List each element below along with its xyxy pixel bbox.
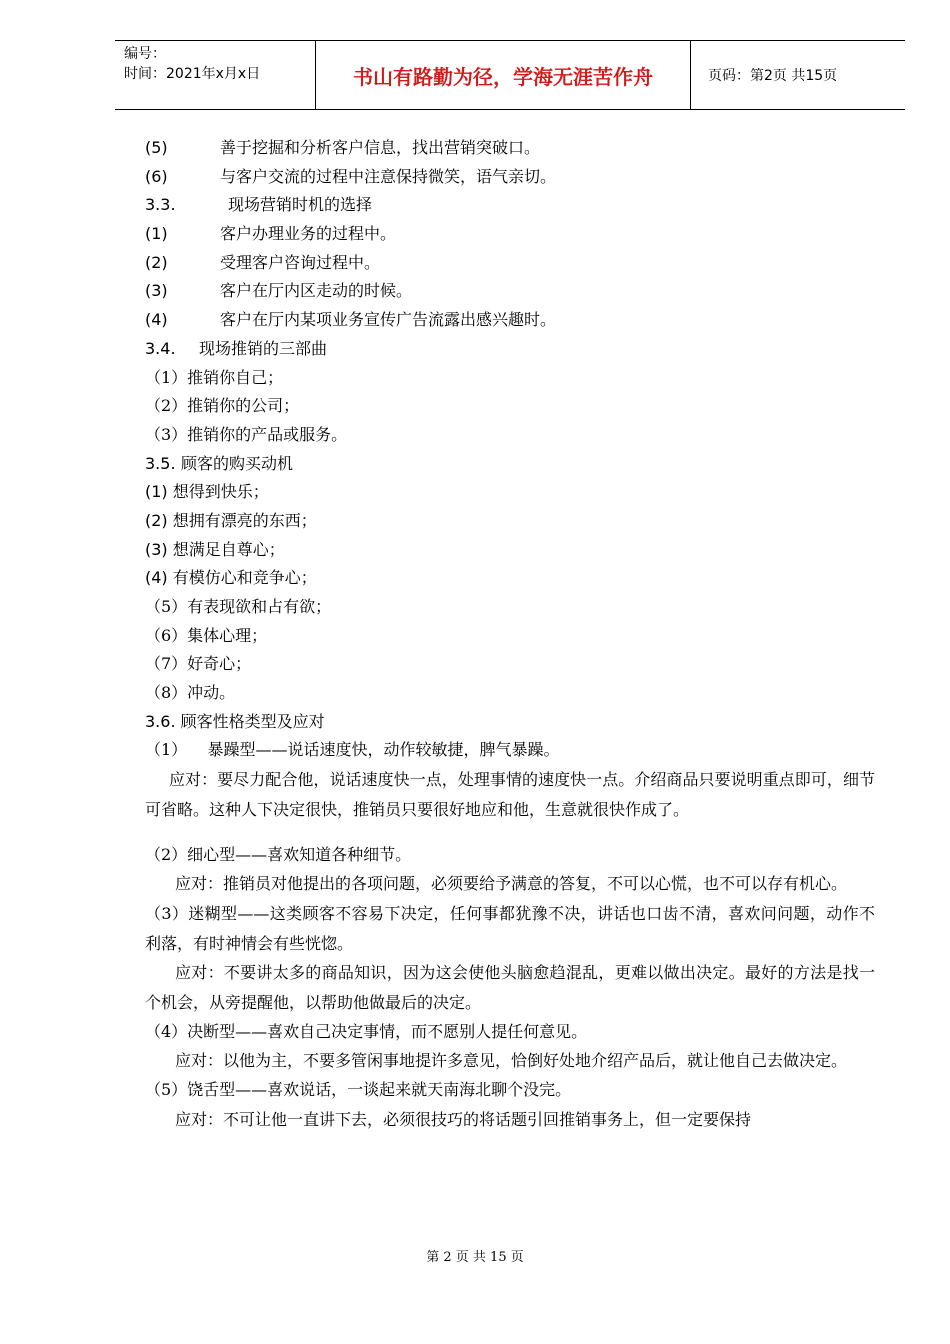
header-meta-cell — [115, 41, 316, 109]
list-text: （3）推销你的产品或服务。 — [145, 424, 348, 444]
paragraph-gap — [145, 825, 875, 841]
list-number: (3) — [145, 281, 168, 301]
list-text: 想得到快乐； — [172, 482, 269, 502]
list-text: 有模仿心和竞争心； — [172, 568, 317, 588]
type-heading — [145, 1076, 875, 1105]
list-text: 与客户交流的过程中注意保持微笑，语气亲切。 — [220, 166, 557, 186]
section-number: 3.3. — [145, 195, 176, 215]
list-number: (2) — [145, 252, 168, 272]
list-number: (2) — [145, 510, 168, 530]
list-number: (6) — [145, 166, 168, 186]
time-label: 时间：2021年x月x日 — [124, 66, 261, 82]
type-heading — [145, 841, 875, 870]
list-item — [145, 593, 875, 622]
type-heading-text: （2）细心型——喜欢知道各种细节。 — [145, 844, 412, 864]
list-number: (4) — [145, 310, 168, 330]
list-item — [145, 220, 875, 249]
list-number: (5) — [145, 138, 168, 157]
list-number: (4) — [145, 568, 168, 588]
list-text: （1）推销你自己； — [145, 367, 284, 387]
list-text: 善于挖掘和分析客户信息，找出营销突破口。 — [220, 138, 541, 157]
list-item — [145, 507, 875, 536]
section-heading-3-3 — [145, 191, 875, 220]
list-item — [145, 679, 875, 708]
list-number: (1) — [145, 482, 168, 502]
list-text: （5）有表现欲和占有欲； — [145, 597, 332, 616]
type-heading-text: （5）饶舌型——喜欢说话，一谈起来就天南海北聊个没完。 — [145, 1080, 572, 1100]
list-item — [145, 536, 875, 565]
list-item — [145, 364, 875, 393]
type-response: 应对：要尽力配合他，说话速度快一点，处理事情的速度快一点。介绍商品只要说明重点即可，细节可省略。这种人下决定很快，推销员只要很好地应和他，生意就很快作成了。 — [145, 770, 875, 819]
list-item — [145, 478, 875, 507]
list-number: (3) — [145, 539, 168, 559]
serial-label: 编号： — [124, 46, 166, 62]
header-motto: 书山有路勤为径，学海无涯苦作舟 — [316, 41, 691, 109]
section-heading-3-4 — [145, 335, 875, 364]
list-text: 客户在厅内某项业务宣传广告流露出感兴趣时。 — [220, 310, 557, 330]
section-title: 现场推销的三部曲 — [199, 338, 328, 358]
section-heading-3-6 — [145, 708, 875, 737]
section-number: 3.4. — [145, 338, 176, 358]
list-item — [145, 134, 875, 163]
list-text: （7）好奇心； — [145, 654, 252, 674]
list-item — [145, 249, 875, 278]
section-number: 3.6. — [145, 711, 176, 731]
type-heading-text: （1） 暴躁型——说话速度快，动作较敏捷，脾气暴躁。 — [145, 740, 560, 760]
section-title: 顾客的购买动机 — [181, 453, 294, 473]
section-title: 现场营销时机的选择 — [228, 195, 373, 215]
list-text: 想满足自尊心； — [172, 539, 285, 559]
document-header — [115, 40, 905, 110]
document-body — [145, 134, 875, 1135]
list-item — [145, 277, 875, 306]
list-number: (1) — [145, 224, 168, 244]
list-item — [145, 564, 875, 593]
list-item — [145, 306, 875, 335]
section-number: 3.5. — [145, 453, 176, 473]
list-text: （8）冲动。 — [145, 683, 236, 703]
list-text: （6）集体心理； — [145, 625, 268, 645]
type-response: 应对：以他为主，不要多管闲事地提许多意见，恰倒好处地介绍产品后，就让他自己去做决定。 — [175, 1051, 848, 1071]
list-item — [145, 163, 875, 192]
list-text: 受理客户咨询过程中。 — [220, 252, 381, 272]
section-title: 顾客性格类型及应对 — [180, 711, 325, 731]
type-heading: （3）迷糊型——这类顾客不容易下决定，任何事都犹豫不决，讲话也口齿不清，喜欢问问题，动作不利落，有时神情会有些恍惚。 — [145, 903, 875, 953]
page-footer: 第 2 页 共 15 页 — [426, 1250, 524, 1265]
header-page-label — [699, 41, 905, 109]
section-heading-3-5 — [145, 450, 875, 479]
list-text: 客户在厅内区走动的时候。 — [220, 281, 413, 301]
list-text: （2）推销你的公司； — [145, 396, 300, 416]
type-heading — [145, 736, 875, 765]
type-heading — [145, 1018, 875, 1047]
list-item — [145, 421, 875, 450]
page-label-text: 页码：第2页 共15页 — [708, 68, 838, 84]
list-text: 客户办理业务的过程中。 — [220, 224, 397, 244]
type-response: 应对：不可让他一直讲下去，必须很技巧的将话题引回推销事务上，但一定要保持 — [175, 1109, 752, 1129]
list-text: 想拥有漂亮的东西； — [172, 510, 317, 530]
list-item — [145, 392, 875, 421]
type-response: 应对：推销员对他提出的各项问题，必须要给予满意的答复，不可以心慌，也不可以存有机心。 — [175, 874, 848, 894]
type-response: 应对：不要讲太多的商品知识，因为这会使他头脑愈趋混乱，更难以做出决定。最好的方法是找一个机会，从旁提醒他，以帮助他做最后的决定。 — [145, 963, 875, 1013]
list-item — [145, 622, 875, 651]
list-item — [145, 650, 875, 679]
type-heading-text: （4）决断型——喜欢自己决定事情，而不愿别人提任何意见。 — [145, 1021, 588, 1041]
